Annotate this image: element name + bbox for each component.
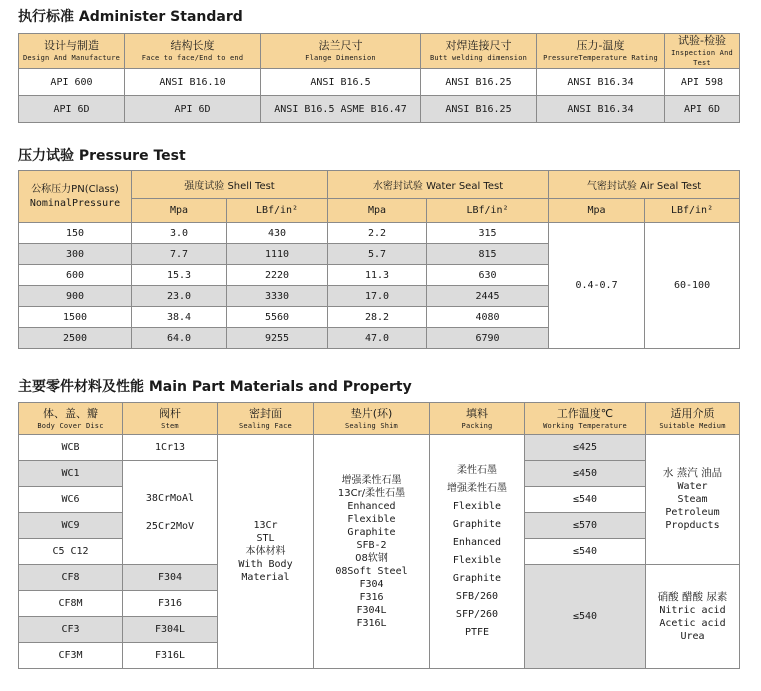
body-material-cell: WCB <box>19 435 123 461</box>
cell: 23.0 <box>132 286 227 307</box>
header-flange: 法兰尺寸 Flange Dimension <box>261 34 421 69</box>
cell: API 598 <box>665 69 740 96</box>
header-water-seal-test: 水密封试验 Water Seal Test <box>328 171 549 199</box>
cell: 5560 <box>227 307 328 328</box>
header-nominal-pressure: 公称压力PN(Class) NominalPressure <box>19 171 132 223</box>
header-pressure-temp: 压力-温度 PressureTemperature Rating <box>537 34 665 69</box>
cell: ANSI B16.25 <box>421 69 537 96</box>
cell: 315 <box>427 223 549 244</box>
cell: 15.3 <box>132 265 227 286</box>
temp-cell: ≤540 <box>525 539 646 565</box>
unit-mpa: Mpa <box>328 199 427 223</box>
temp-cell: ≤540 <box>525 487 646 513</box>
standard-header-row <box>19 34 740 69</box>
temp-cell: ≤450 <box>525 461 646 487</box>
body-material-cell: CF8 <box>19 565 123 591</box>
cell: 64.0 <box>132 328 227 349</box>
cell: 1500 <box>19 307 132 328</box>
cell: 430 <box>227 223 328 244</box>
header-body: 体、盖、瓣 Body Cover Disc <box>19 403 123 435</box>
cell: 7.7 <box>132 244 227 265</box>
cell: 3.0 <box>132 223 227 244</box>
cell: ANSI B16.25 <box>421 96 537 123</box>
header-face-to-face: 结构长度 Face to face/End to end <box>125 34 261 69</box>
cell: 17.0 <box>328 286 427 307</box>
unit-mpa: Mpa <box>132 199 227 223</box>
unit-mpa: Mpa <box>549 199 645 223</box>
header-design: 设计与制造 Design And Manufacture <box>19 34 125 69</box>
materials-header-row <box>19 403 740 435</box>
cell: 2220 <box>227 265 328 286</box>
section-title-pressure: 压力试验 Pressure Test <box>18 148 186 164</box>
body-material-cell: WC9 <box>19 513 123 539</box>
header-air-seal-test: 气密封试验 Air Seal Test <box>549 171 740 199</box>
cell: 2500 <box>19 328 132 349</box>
cell: ANSI B16.34 <box>537 69 665 96</box>
standard-table <box>18 33 740 123</box>
cell: ANSI B16.5 ASME B16.47 <box>261 96 421 123</box>
header-butt-weld: 对焊连接尺寸 Butt welding dimension <box>421 34 537 69</box>
table-row <box>19 435 740 461</box>
header-sealing-shim: 垫片(环) Sealing Shim <box>314 403 430 435</box>
packing-cell: 柔性石墨 增强柔性石墨 Flexible Graphite Enhanced Flexible Graphite SFB/260 SFP/260 PTFE <box>430 435 525 669</box>
header-suitable-medium: 适用介质 Suitable Medium <box>646 403 740 435</box>
section-title-materials: 主要零件材料及性能 Main Part Materials and Property <box>18 379 412 395</box>
header-shell-test: 强度试验 Shell Test <box>132 171 328 199</box>
cell: 28.2 <box>328 307 427 328</box>
sealing-shim-cell: 增强柔性石墨 13Cr/柔性石墨 Enhanced Flexible Graphite SFB-2 08软钢 08Soft Steel F304 F316 F304L F316L <box>314 435 430 669</box>
materials-table <box>18 402 740 669</box>
cell: ANSI B16.10 <box>125 69 261 96</box>
unit-lbf: LBf/in² <box>427 199 549 223</box>
cell: API 6D <box>125 96 261 123</box>
cell: 2.2 <box>328 223 427 244</box>
air-lbf-cell: 60-100 <box>645 223 740 349</box>
cell: API 6D <box>19 96 125 123</box>
cell: 3330 <box>227 286 328 307</box>
cell: 1110 <box>227 244 328 265</box>
temp-cell: ≤570 <box>525 513 646 539</box>
cell: 600 <box>19 265 132 286</box>
cell: 11.3 <box>328 265 427 286</box>
table-row <box>19 69 740 96</box>
medium-cell-1: 水 蒸汽 油品 Water Steam Petroleum Propducts <box>646 435 740 565</box>
stem-cell: F304 <box>123 565 218 591</box>
unit-lbf: LBf/in² <box>227 199 328 223</box>
cell: ANSI B16.34 <box>537 96 665 123</box>
header-working-temp: 工作温度℃ Working Temperature <box>525 403 646 435</box>
cell: 38.4 <box>132 307 227 328</box>
stem-cell: F316L <box>123 643 218 669</box>
cell: 300 <box>19 244 132 265</box>
pressure-table <box>18 170 740 349</box>
stem-cell: F304L <box>123 617 218 643</box>
body-material-cell: CF3 <box>19 617 123 643</box>
table-row <box>19 223 740 244</box>
temp-cell-stainless: ≤540 <box>525 565 646 669</box>
medium-cell-2: 硝酸 醋酸 尿素 Nitric acid Acetic acid Urea <box>646 565 740 669</box>
pressure-header-row <box>19 171 740 199</box>
sealing-face-cell: 13Cr STL 本体材料 With Body Material <box>218 435 314 669</box>
stem-cell: 1Cr13 <box>123 435 218 461</box>
cell: 9255 <box>227 328 328 349</box>
unit-lbf: LBf/in² <box>645 199 740 223</box>
header-sealing-face: 密封面 Sealing Face <box>218 403 314 435</box>
section-title-standard: 执行标准 Administer Standard <box>18 9 243 25</box>
cell: API 600 <box>19 69 125 96</box>
cell: API 6D <box>665 96 740 123</box>
cell: 6790 <box>427 328 549 349</box>
cell: 900 <box>19 286 132 307</box>
cell: 4080 <box>427 307 549 328</box>
stem-cell: F316 <box>123 591 218 617</box>
cell: 630 <box>427 265 549 286</box>
body-material-cell: CF8M <box>19 591 123 617</box>
body-material-cell: C5 C12 <box>19 539 123 565</box>
cell: 150 <box>19 223 132 244</box>
temp-cell: ≤425 <box>525 435 646 461</box>
cell: ANSI B16.5 <box>261 69 421 96</box>
body-material-cell: CF3M <box>19 643 123 669</box>
table-row <box>19 96 740 123</box>
cell: 47.0 <box>328 328 427 349</box>
header-packing: 填料 Packing <box>430 403 525 435</box>
stem-cell-alloy: 38CrMoAl 25Cr2MoV <box>123 461 218 565</box>
cell: 5.7 <box>328 244 427 265</box>
air-mpa-cell: 0.4-0.7 <box>549 223 645 349</box>
body-material-cell: WC6 <box>19 487 123 513</box>
cell: 815 <box>427 244 549 265</box>
header-inspection: 试验-检验 Inspection And Test <box>665 34 740 69</box>
body-material-cell: WC1 <box>19 461 123 487</box>
cell: 2445 <box>427 286 549 307</box>
header-stem: 阀杆 Stem <box>123 403 218 435</box>
